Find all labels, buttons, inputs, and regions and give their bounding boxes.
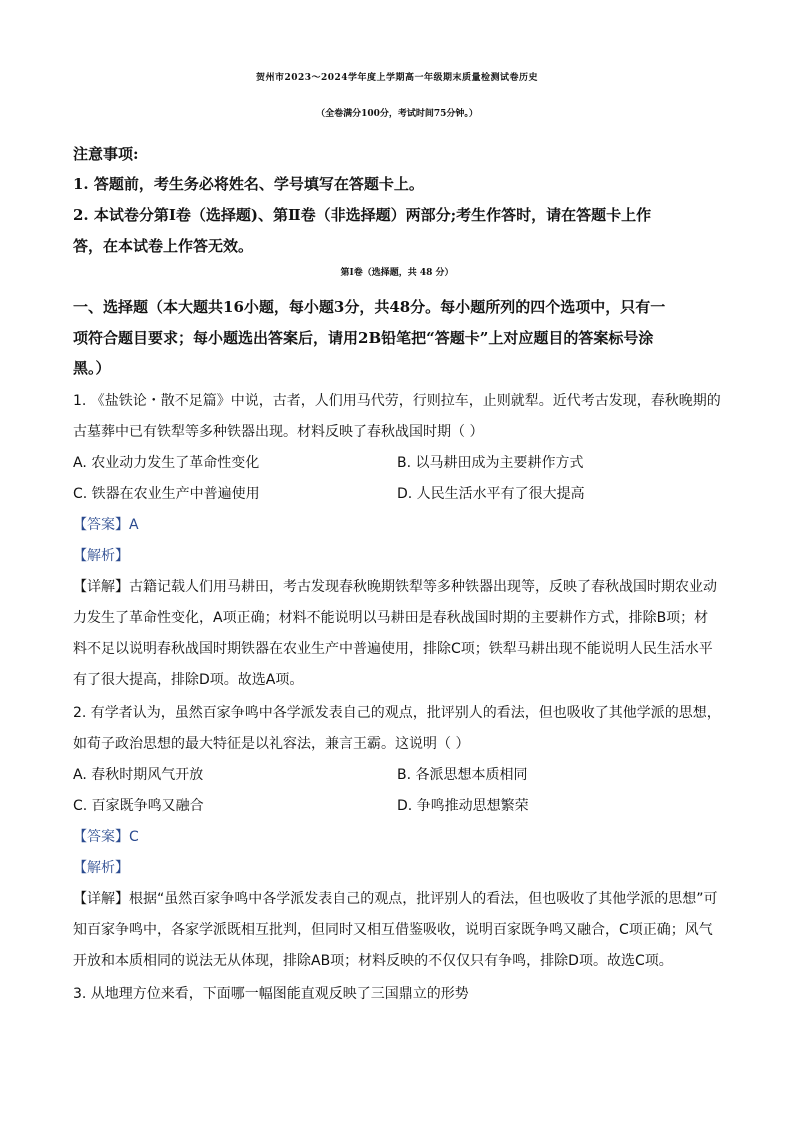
notice-heading: 注意事项: — [73, 145, 139, 163]
q2-stem-line-2: 如荀子政治思想的最大特征是以礼容法，兼言王霸。这说明（ ） — [73, 736, 470, 752]
q1-option-a: A. 农业动力发生了革命性变化 — [73, 455, 260, 471]
q2-stem-line-1: 2. 有学者认为，虽然百家争鸣中各学派发表自己的观点，批评别人的看法，但也吸收了其他学派的思想， — [73, 705, 721, 721]
q2-detail-line-3: 开放和本质相同的说法无从体现，排除AB项；材料反映的不仅仅只有争鸣，排除D项。故选C项。 — [73, 953, 673, 969]
notice-item-2-line-1: 2. 本试卷分第Ⅰ卷（选择题)、第Ⅱ卷（非选择题）两部分;考生作答时，请在答题卡上作 — [73, 206, 652, 224]
q2-answer: 【答案】C — [73, 829, 139, 845]
q1-detail-line-2: 力发生了革命性变化，A项正确；材料不能说明以马耕田是春秋战国时期的主要耕作方式，排除B项；材 — [73, 610, 709, 626]
q2-option-b: B. 各派思想本质相同 — [397, 767, 528, 783]
exam-subtitle: （全卷满分100分，考试时间75分钟。） — [316, 109, 478, 119]
exam-title: 贺州市2023～2024学年度上学期高一年级期末质量检测试卷历史 — [255, 73, 539, 83]
q1-detail-line-1: 【详解】古籍记载人们用马耕田，考古发现春秋晚期铁犁等多种铁器出现等，反映了春秋战国时期农业动 — [73, 579, 717, 595]
q2-option-d: D. 争鸣推动思想繁荣 — [397, 798, 529, 814]
q1-analysis-label: 【解析】 — [73, 548, 129, 564]
q1-option-b: B. 以马耕田成为主要耕作方式 — [397, 455, 584, 471]
section-intro-line-3: 黑。） — [73, 359, 111, 377]
section-intro-line-1: 一、选择题（本大题共16小题，每小题3分，共48分。每小题所列的四个选项中，只有一 — [73, 298, 666, 316]
q1-detail-line-4: 有了很大提高，排除D项。故选A项。 — [73, 672, 304, 688]
q1-option-c: C. 铁器在农业生产中普遍使用 — [73, 486, 260, 502]
q1-answer: 【答案】A — [73, 517, 139, 533]
q2-detail-line-2: 知百家争鸣中，各家学派既相互批判，但同时又相互借鉴吸收，说明百家既争鸣又融合，C项正确；风气 — [73, 922, 713, 938]
q1-detail-line-3: 料不足以说明春秋战国时期铁器在农业生产中普遍使用，排除C项；铁犁马耕出现不能说明人民生活水平 — [73, 641, 713, 657]
section-heading: 第Ⅰ卷（选择题，共 48 分） — [340, 268, 454, 278]
section-intro-line-2: 项符合题目要求；每小题选出答案后，请用2B铅笔把“答题卡”上对应题目的答案标号涂 — [73, 329, 654, 347]
q1-stem-line-2: 古墓葬中已有铁犁等多种铁器出现。材料反映了春秋战国时期（ ） — [73, 424, 484, 440]
q2-option-a: A. 春秋时期风气开放 — [73, 767, 204, 783]
notice-item-2-line-2: 答，在本试卷上作答无效。 — [73, 237, 254, 255]
q1-option-d: D. 人民生活水平有了很大提高 — [397, 486, 585, 502]
notice-item-1: 1. 答题前，考生务必将姓名、学号填写在答题卡上。 — [73, 175, 424, 193]
q2-detail-line-1: 【详解】根据“虽然百家争鸣中各学派发表自己的观点，批评别人的看法，但也吸收了其他学派的思想”可 — [73, 891, 718, 907]
q2-option-c: C. 百家既争鸣又融合 — [73, 798, 204, 814]
q2-analysis-label: 【解析】 — [73, 860, 129, 876]
q1-stem-line-1: 1. 《盐铁论・散不足篇》中说，古者，人们用马代劳，行则拉车，止则就犁。近代考古发现，春秋晚期的 — [73, 393, 721, 409]
q3-stem-line-1: 3. 从地理方位来看，下面哪一幅图能直观反映了三国鼎立的形势 — [73, 986, 469, 1002]
